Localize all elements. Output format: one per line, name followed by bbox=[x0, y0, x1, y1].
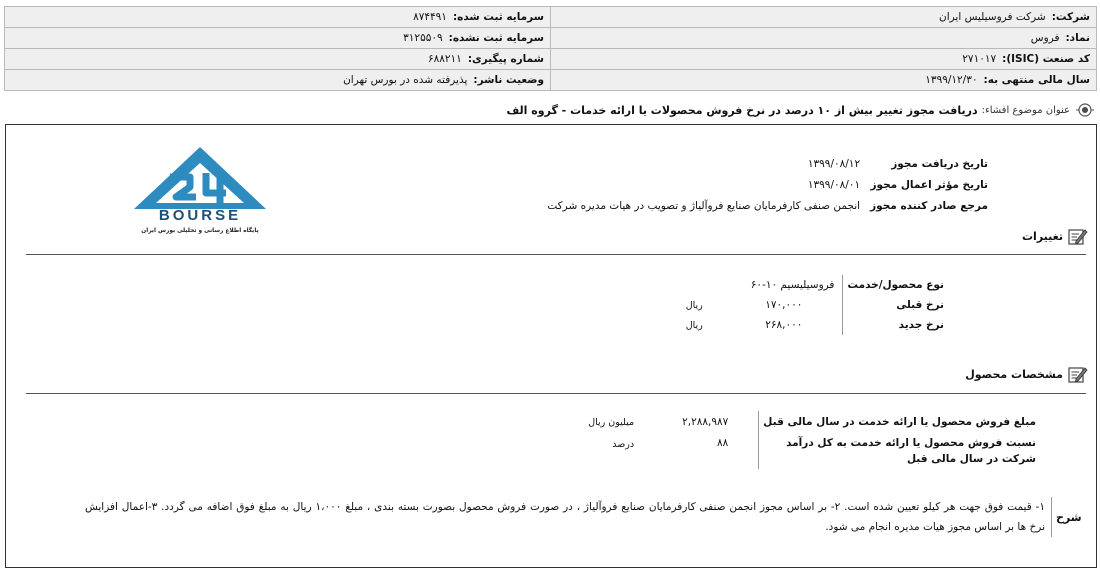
description-text: ۱- قیمت فوق جهت هر کیلو تعیین شده است. ۲- بر اساس مجوز انجمن صنفی کارفرمایان صنایع فروآلیاژ ، در صورت فروش محصول بصورت بسته بندی ، مبلغ ۱،۰۰۰ ریال به مبلغ فوق اضافه می گردد. ۳-اعمال افزایش نرخ ها بر اساس مجوز هیات مدیره انجام می شود. bbox=[85, 501, 1045, 533]
receive-date-value: ۱۳۹۹/۰۸/۱۲ bbox=[807, 157, 861, 170]
issuer-value: انجمن صنفی کارفرمایان صنایع فروآلیاژ و تصویب در هیات مدیره شرکت bbox=[547, 199, 861, 212]
unregistered-capital-cell: سرمایه ثبت نشده:۳۱۲۵۵۰۹ bbox=[5, 28, 551, 49]
product-spec-table bbox=[588, 411, 1036, 469]
ratio-unit: درصد bbox=[612, 439, 635, 450]
logo-text: BOURSE bbox=[158, 207, 242, 224]
sales-label: مبلغ فروش محصول یا ارائه خدمت در سال مالی قبل bbox=[759, 411, 1036, 433]
new-rate-value: ۲۶۸,۰۰۰ bbox=[765, 319, 803, 331]
effective-date-label: تاریخ مؤثر اعمال مجوز bbox=[870, 178, 988, 191]
status-cell: وضعیت ناشر:پذیرفته شده در بورس تهران bbox=[5, 70, 551, 91]
prev-rate-unit: ریال bbox=[685, 299, 703, 311]
license-table bbox=[547, 153, 988, 216]
changes-section-title bbox=[1022, 227, 1088, 245]
unregistered-capital: ۳۱۲۵۵۰۹ bbox=[403, 32, 443, 44]
product-spec-title: مشخصات محصول bbox=[965, 367, 1063, 381]
ratio-label bbox=[759, 433, 1036, 469]
registered-capital: ۸۷۴۴۹۱ bbox=[413, 11, 447, 23]
changes-title: تغییرات bbox=[1022, 229, 1063, 243]
description-label: شرح bbox=[1051, 497, 1084, 537]
prev-rate-label: نرخ قبلی bbox=[843, 295, 944, 315]
receive-date-label: تاریخ دریافت مجوز bbox=[891, 157, 988, 170]
isic-code: ۲۷۱۰۱۷ bbox=[962, 53, 997, 65]
description-row bbox=[84, 497, 1084, 537]
subject-label: عنوان موضوع افشاء: bbox=[981, 104, 1070, 116]
effective-date-value: ۱۳۹۹/۰۸/۰۱ bbox=[807, 178, 861, 191]
publisher-status: پذیرفته شده در بورس تهران bbox=[343, 74, 468, 86]
sales-unit: میلیون ریال bbox=[588, 416, 635, 428]
ratio-label-line2: شرکت در سال مالی قبل bbox=[906, 453, 1036, 465]
disclosure-subject bbox=[506, 101, 1094, 119]
bourse-logo bbox=[126, 143, 274, 235]
changes-table bbox=[685, 275, 944, 335]
changes-divider bbox=[26, 254, 1086, 255]
product-spec-divider bbox=[26, 393, 1086, 394]
product-type-value: فروسیلیسیم ۱۰-۶۰ bbox=[750, 279, 835, 291]
ratio-value: ۸۸ bbox=[717, 437, 729, 449]
new-rate-unit: ریال bbox=[685, 319, 703, 331]
issuer-label: مرجع صادر کننده مجوز bbox=[870, 199, 988, 212]
company-info-table bbox=[4, 6, 1097, 91]
report-frame bbox=[5, 124, 1097, 568]
edit-note-icon bbox=[1068, 227, 1088, 245]
sales-value: ۲,۲۸۸,۹۸۷ bbox=[682, 416, 729, 428]
symbol-cell: نماد:فروس bbox=[551, 28, 1097, 49]
product-type-label: نوع محصول/خدمت bbox=[843, 275, 944, 295]
ratio-label-line1: نسبت فروش محصول یا ارائه خدمت به کل درآمد bbox=[786, 437, 1036, 449]
company-name: شرکت فروسیلیس ایران bbox=[939, 11, 1046, 23]
target-bullet-icon bbox=[1076, 101, 1094, 119]
symbol: فروس bbox=[1030, 32, 1060, 44]
product-spec-section-title bbox=[965, 365, 1088, 383]
subject-title: دریافت مجوز تغییر بیش از ۱۰ درصد در نرخ فروش محصولات یا ارائه خدمات - گروه الف bbox=[506, 103, 978, 117]
registered-capital-cell: سرمایه ثبت شده:۸۷۴۴۹۱ bbox=[5, 7, 551, 28]
tracking-number: ۶۸۸۲۱۱ bbox=[427, 53, 462, 65]
edit-note-icon bbox=[1068, 365, 1088, 383]
fiscal-year-end: ۱۳۹۹/۱۲/۳۰ bbox=[925, 74, 978, 86]
isic-cell: کد صنعت (ISIC):۲۷۱۰۱۷ bbox=[551, 49, 1097, 70]
tracking-cell: شماره پیگیری:۶۸۸۲۱۱ bbox=[5, 49, 551, 70]
prev-rate-value: ۱۷۰,۰۰۰ bbox=[765, 299, 803, 311]
logo-caption: پایگاه اطلاع رسانی و تحلیلی بورس ایران bbox=[141, 228, 259, 234]
fiscal-cell: سال مالی منتهی به:۱۳۹۹/۱۲/۳۰ bbox=[551, 70, 1097, 91]
company-cell: شرکت:شرکت فروسیلیس ایران bbox=[551, 7, 1097, 28]
new-rate-label: نرخ جدید bbox=[843, 315, 944, 335]
